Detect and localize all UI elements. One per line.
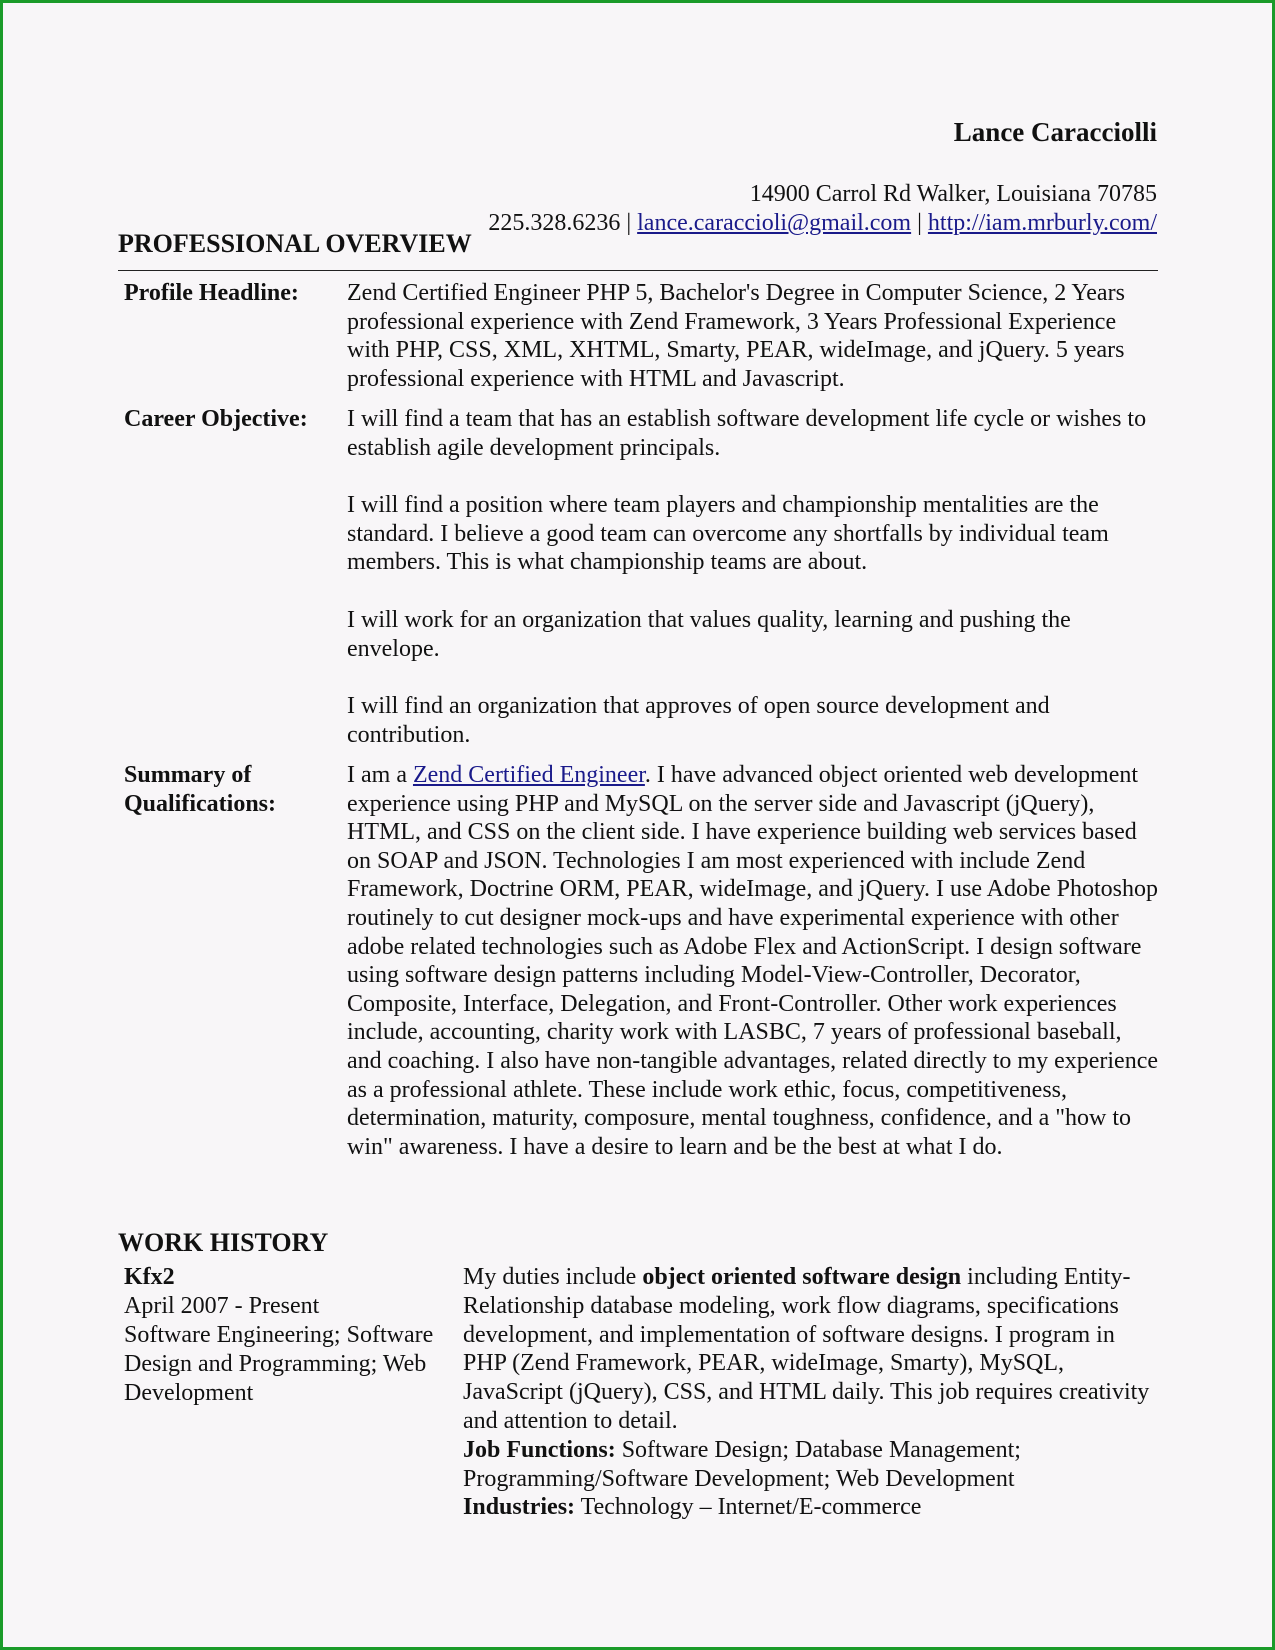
profile-headline-label: Profile Headline: — [124, 280, 299, 306]
contact-separator: | — [626, 210, 632, 236]
career-objective-label: Career Objective: — [124, 406, 308, 432]
company-name: Kfx2 — [124, 1264, 175, 1290]
summary-label-line: Qualifications: — [124, 791, 277, 817]
job-meta — [124, 1263, 454, 1408]
duties-text: including Entity-Relationship database modeling, work flow diagrams, specifications development, and implementation of software designs. I program in PHP (Zend Framework, PEAR, wideImage, Smarty), MySQL, JavaScript (jQuery), CSS, and HTML daily. This job requires creativity and attention to detail. — [463, 1264, 1150, 1434]
candidate-address: 14900 Carrol Rd Walker, Louisiana 70785 — [749, 181, 1157, 207]
contact-line — [488, 210, 1157, 237]
summary-text — [347, 761, 1162, 1161]
job-duties — [463, 1263, 1163, 1436]
candidate-name: Lance Caracciolli — [953, 117, 1157, 147]
section-divider — [118, 270, 1158, 271]
phone-number: 225.328.6236 — [488, 210, 621, 236]
email-link[interactable]: lance.caraccioli@gmail.com — [637, 210, 912, 236]
objective-paragraph: I will find a position where team players and championship mentalities are the standard. I believe a good team can overcome any shortfalls by individual team members. This is what championship teams are about. — [347, 492, 1109, 576]
zend-certified-link[interactable]: Zend Certified Engineer — [412, 762, 645, 788]
job-role: Software Engineering; Software Design and Programming; Web Development — [124, 1322, 434, 1406]
summary-label-line: Summary of — [124, 762, 252, 788]
professional-overview-heading: PROFESSIONAL OVERVIEW — [118, 229, 472, 258]
career-objective-text — [347, 405, 1162, 749]
objective-paragraph: I will find a team that has an establish software development life cycle or wishes to establish agile development principals. — [347, 406, 1147, 461]
duties-prefix: My duties include — [463, 1264, 637, 1290]
job-functions-label: Job Functions: — [463, 1436, 616, 1463]
website-link[interactable]: http://iam.mrburly.com/ — [927, 210, 1157, 236]
contact-separator: | — [917, 210, 922, 236]
summary-body: . I have advanced object oriented web development experience using PHP and MySQL on the server side and Javascript (jQuery), HTML, and CSS on the client side. I have experience building web services based on SOAP and JSON. Technologies I am most experienced with include Zend Framework, Doctrine ORM, PEAR, wideImage, and jQuery. I use Adobe Photoshop routinely to cut designer mock-ups and have experimental experience with other adobe related technologies such as Adobe Flex and ActionScript. I design software using software design patterns including Model-View-Controller, Decorator, Composite, Interface, Delegation, and Front-Controller. Other work experiences include, accounting, charity work with LASBC, 7 years of professional baseball, and coaching. I also have non-tangible advantages, related directly to my experience as a professional athlete. These include work ethic, focus, competitiveness, determination, maturity, composure, mental toughness, confidence, and a "how to win" awareness. I have a desire to learn and be the best at what I do. — [347, 762, 1158, 1160]
job-description — [463, 1263, 1163, 1522]
summary-label — [124, 761, 334, 819]
profile-headline-paragraph: Zend Certified Engineer PHP 5, Bachelor's Degree in Computer Science, 2 Years professional experience with Zend Framework, 3 Years Professional Experience with PHP, CSS, XML, XHTML, Smarty, PEAR, wideImage, and jQuery. 5 years professional experience with HTML and Javascript. — [347, 280, 1125, 392]
summary-prefix: I am a — [347, 762, 407, 788]
industries-text: Technology – Internet/E-commerce — [580, 1494, 922, 1521]
profile-headline-text — [347, 279, 1162, 393]
work-history-heading: WORK HISTORY — [118, 1228, 329, 1257]
industries-label: Industries: — [463, 1494, 576, 1521]
job-dates: April 2007 - Present — [124, 1293, 320, 1319]
objective-paragraph: I will find an organization that approves of open source development and contribution. — [347, 693, 1050, 748]
summary-paragraph — [347, 761, 1162, 1161]
job-industries — [463, 1493, 1163, 1522]
objective-paragraph: I will work for an organization that values quality, learning and pushing the envelope. — [347, 606, 1071, 662]
job-functions-text: Software Design; Database Management; Programming/Software Development; Web Development — [463, 1436, 1021, 1492]
job-functions — [463, 1436, 1163, 1494]
duties-bold: object oriented software design — [642, 1264, 962, 1290]
